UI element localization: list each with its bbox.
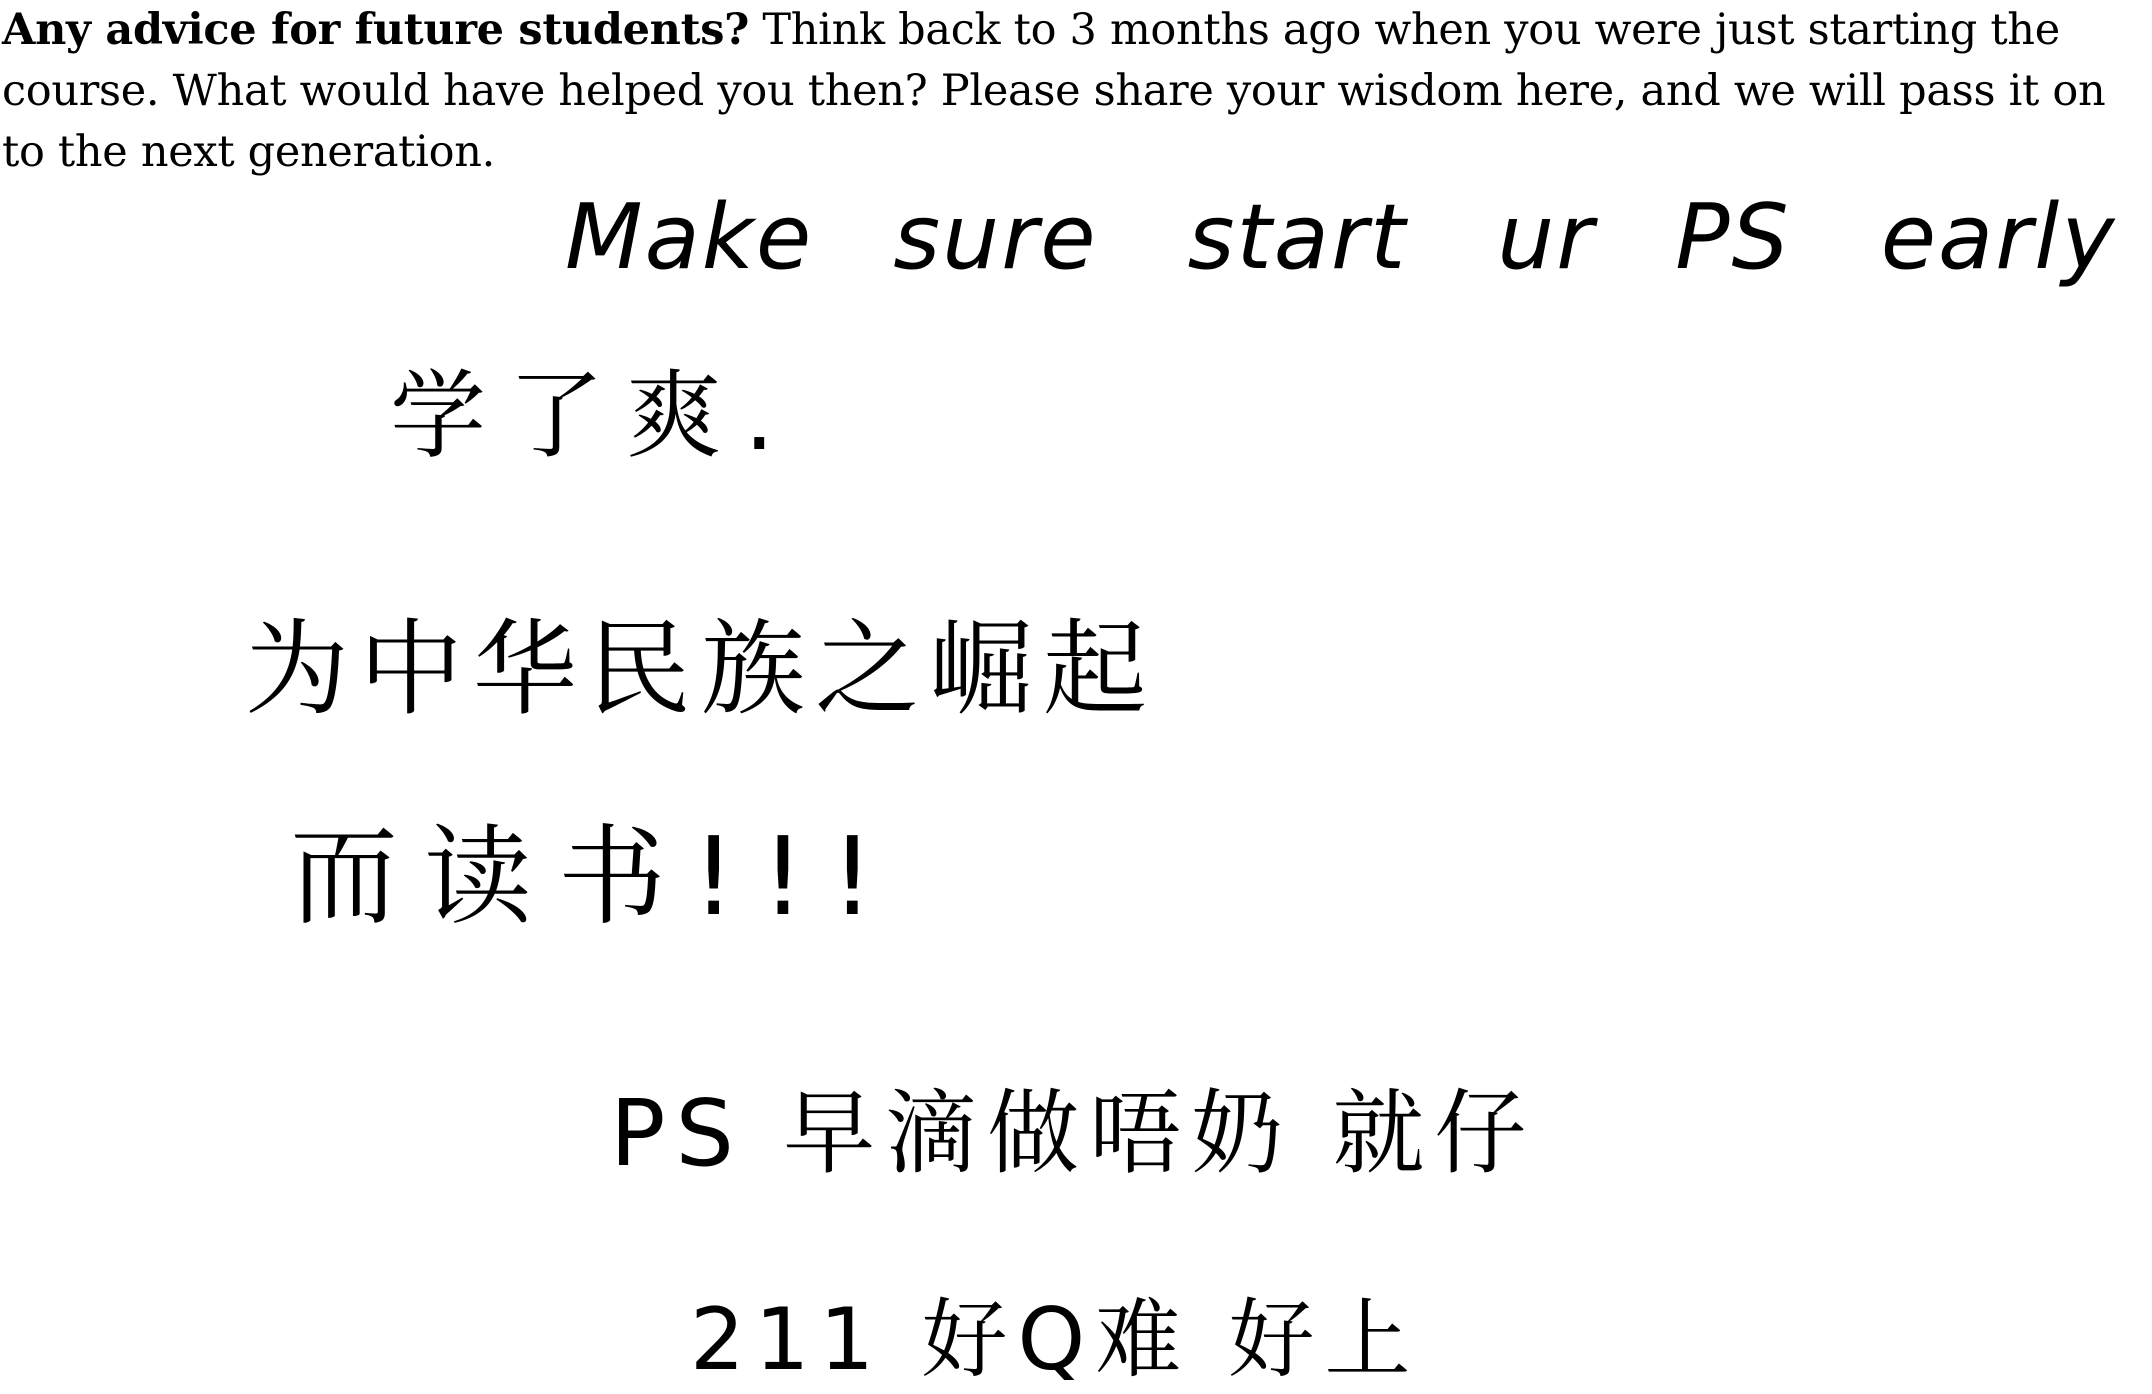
question-body: Think back to 3 months ago when you were just starting the course. What would have helped you then? Please share your wisdom here, and we will pass it on to the next generation.: [2, 5, 2106, 177]
handwritten-line-6: 211 好Q难 好上: [690, 1290, 1421, 1390]
handwritten-line-1: [565, 185, 2116, 290]
handwritten-line-5: PS 早滴做唔奶 就仔: [610, 1080, 1537, 1187]
handwritten-line-4: 而读书!!!: [290, 815, 900, 940]
handwritten-line-3: 为中华民族之崛起: [245, 608, 1158, 730]
hw-word: early: [1880, 185, 2117, 290]
hw-word: Make: [565, 185, 814, 290]
question-prompt: [2, 0, 2150, 183]
hw-word: sure: [893, 185, 1098, 290]
hw-word: PS: [1675, 185, 1791, 290]
hw-word: ur: [1497, 185, 1596, 290]
handwritten-line-2: 学了爽.: [390, 360, 797, 472]
question-label: Any advice for future students?: [2, 5, 750, 55]
hw-word: start: [1187, 185, 1408, 290]
